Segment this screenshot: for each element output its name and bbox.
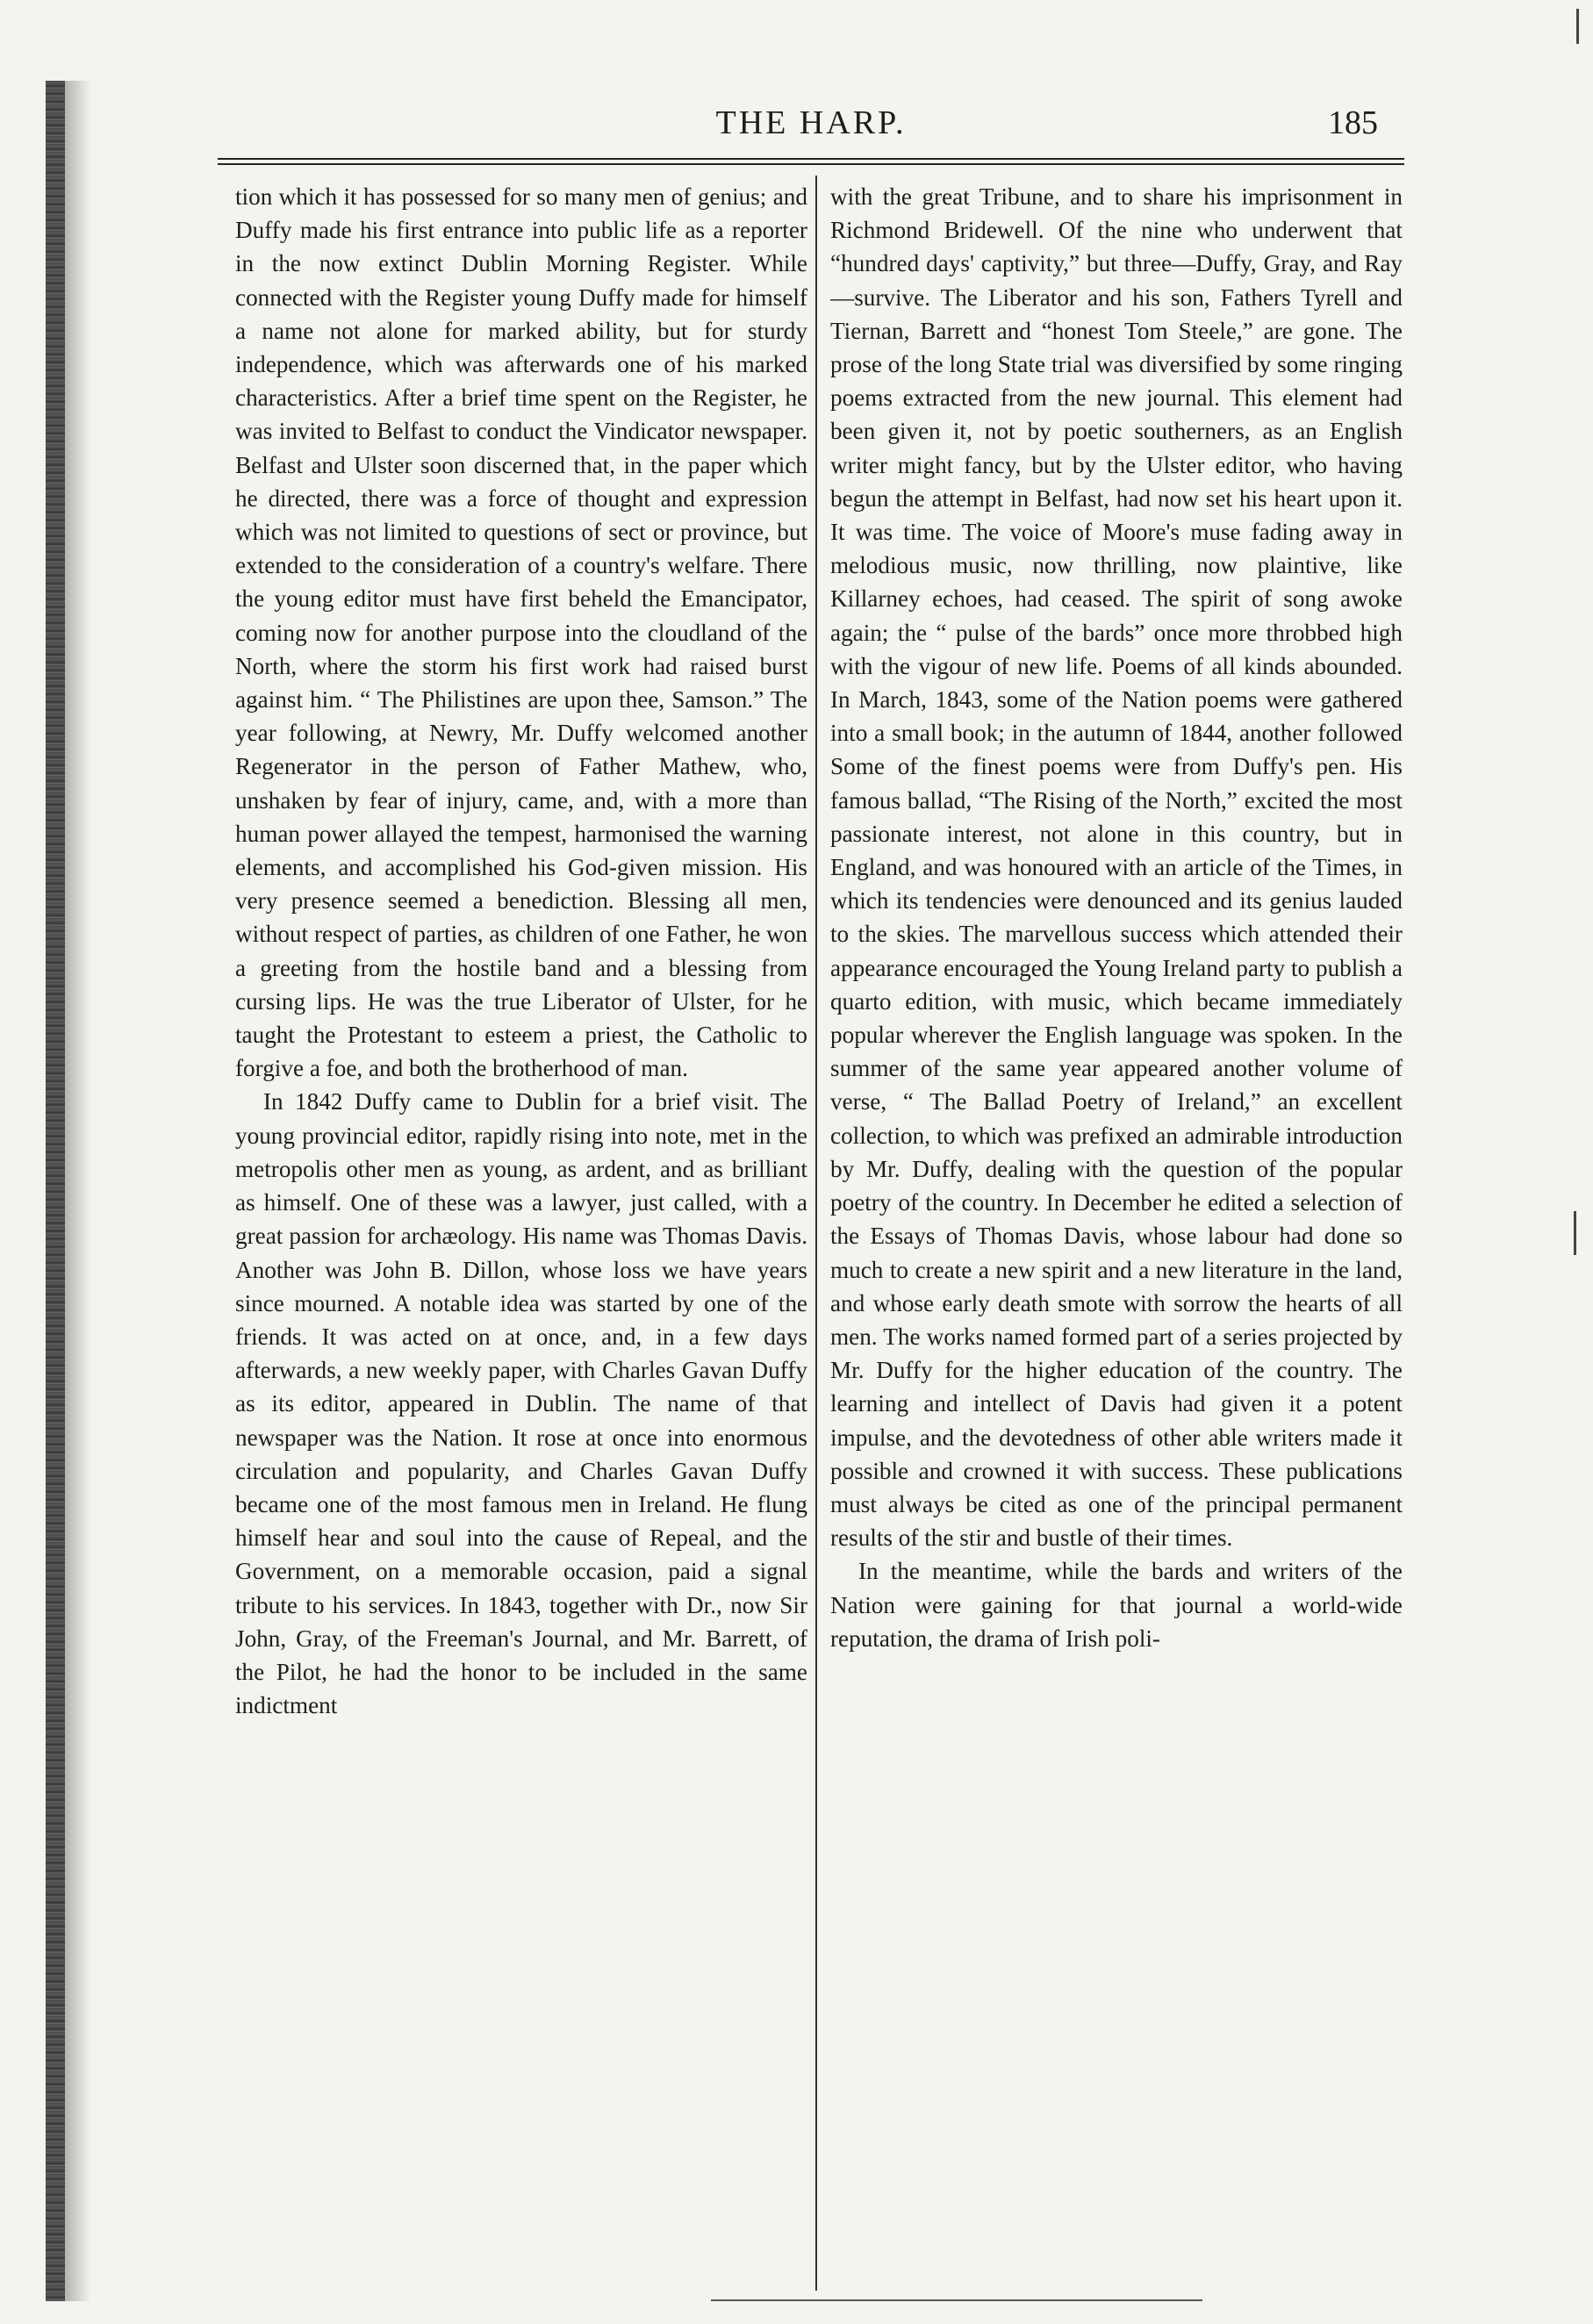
header-rule (218, 163, 1404, 165)
right-column (830, 180, 1403, 2295)
page-header (218, 104, 1404, 153)
edge-mark (1576, 9, 1579, 44)
left-column (235, 180, 807, 2295)
header-rule (218, 158, 1404, 160)
running-title: THE HARP. (715, 104, 907, 141)
page-binding (46, 81, 65, 2301)
edge-mark (1574, 1211, 1576, 1255)
paragraph: tion which it has possessed for so many men of genius; and Duffy made his first entrance into public life as a reporter in the now extinct Dublin Morning Register. While connected with the Register young Duffy made for himself a name not alone for marked ability, but for sturdy independence, which was afterwards one of his marked characteristics. After a brief time spent on the Register, he was invited to Belfast to conduct the Vindicator newspaper. Belfast and Ulster soon discerned that, in the paper which he directed, there was a force of thought and expression which was not limited to questions of sect or province, but extended to the consideration of a country's welfare. There the young editor must have first beheld the Emancipator, coming now for another purpose into the cloudland of the North, where the storm his first work had raised burst against him. “ The Philistines are upon thee, Samson.” The year following, at Newry, Mr. Duffy welcomed another Regenerator in the person of Father Mathew, who, unshaken by fear of injury, came, and, with a more than human power allayed the tempest, harmonised the warning elements, and accomplished his God-given mission. His very presence seemed a benediction. Blessing all men, without respect of parties, as children of one Father, he won a greeting from the hostile band and a blessing from cursing lips. He was the true Liberator of Ulster, for he taught the Protestant to esteem a priest, the Catholic to forgive a foe, and both the brotherhood of man. (235, 183, 807, 1082)
column-divider (815, 176, 817, 2291)
paragraph: In the meantime, while the bards and writers of the Nation were gaining for that journal a world-wide reputation, the drama of Irish poli- (830, 1558, 1403, 1652)
binding-shadow (65, 81, 91, 2301)
paragraph: with the great Tribune, and to share his imprisonment in Richmond Bridewell. Of the nine who underwent that “hundred days' captivity,” but three—Duffy, Gray, and Ray—survive. The Liberator and his son, Fathers Tyrell and Tiernan, Barrett and “honest Tom Steele,” are gone. The prose of the long State trial was diversified by some ringing poems extracted from the new journal. This element had been given it, not by poetic southerners, as an English writer might fancy, but by the Ulster editor, who having begun the attempt in Belfast, had now set his heart upon it. It was time. The voice of Moore's muse fading away in melodious music, now thrilling, now plaintive, like Killarney echoes, had ceased. The spirit of song awoke again; the “ pulse of the bards” once more throbbed high with the vigour of new life. Poems of all kinds abounded. In March, 1843, some of the Nation poems were gathered into a small book; in the autumn of 1844, another followed Some of the finest poems were from Duffy's pen. His famous ballad, “The Rising of the North,” excited the most passionate interest, not alone in this country, but in England, and was honoured with an article of the Times, in which its tendencies were denounced and its genius lauded to the skies. The marvellous success which attended their appearance encouraged the Young Ireland party to publish a quarto edition, with music, which became immediately popular wherever the English language was spoken. In the summer of the same year appeared another volume of verse, “ The Ballad Poetry of Ireland,” an excellent collection, to which was prefixed an admirable introduction by Mr. Duffy, dealing with the question of the popular poetry of the country. In December he edited a selection of the Essays of Thomas Davis, whose labour had done so much to create a new spirit and a new literature in the land, and whose early death smote with sorrow the hearts of all men. The works named formed part of a series projected by Mr. Duffy for the higher education of the country. The learning and intellect of Davis had given it a potent impulse, and the devotedness of other able writers made it possible and crowned it with success. These publications must always be cited as one of the principal permanent results of the stir and bustle of their times. (830, 183, 1403, 1552)
bottom-rule (711, 2299, 1202, 2301)
page-number: 185 (1328, 104, 1378, 141)
paragraph: In 1842 Duffy came to Dublin for a brief visit. The young provincial editor, rapidly rising into note, met in the metropolis other men as young, as ardent, and as brilliant as himself. One of these was a lawyer, just called, with a great passion for archæology. His name was Thomas Davis. Another was John B. Dillon, whose loss we have years since mourned. A notable idea was started by one of the friends. It was acted on at once, and, in a few days afterwards, a new weekly paper, with Charles Gavan Duffy as its editor, appeared in Dublin. The name of that newspaper was the Nation. It rose at once into enormous circulation and popularity, and Charles Gavan Duffy became one of the most famous men in Ireland. He flung himself hear and soul into the cause of Repeal, and the Government, on a memorable occasion, paid a signal tribute to his services. In 1843, together with Dr., now Sir John, Gray, of the Freeman's Journal, and Mr. Barrett, of the Pilot, he had the honor to be included in the same indictment (235, 1088, 807, 1719)
